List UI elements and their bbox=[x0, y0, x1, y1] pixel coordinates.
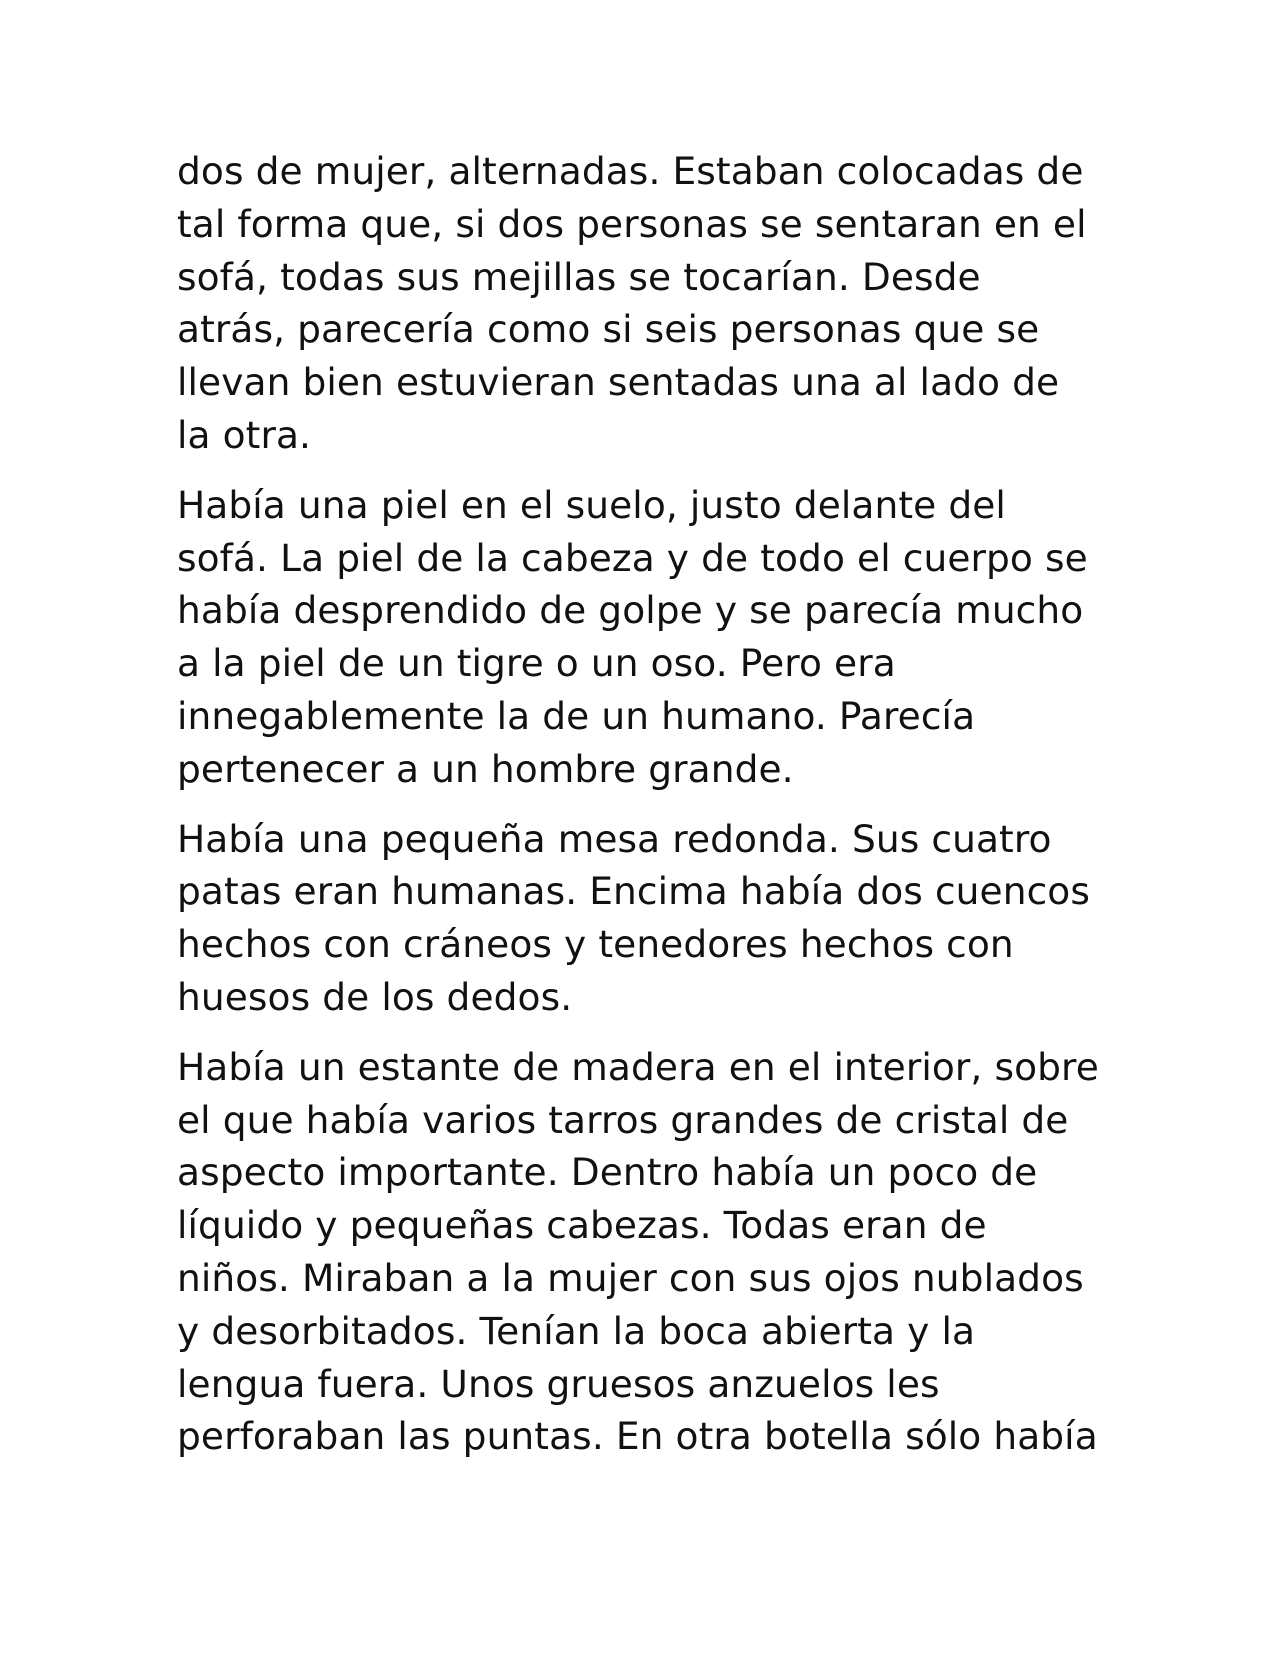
text-line: huesos de los dedos. bbox=[177, 974, 573, 1019]
text-line: llevan bien estuvieran sentadas una al lado de bbox=[177, 360, 1060, 405]
text-line: Había una piel en el suelo, justo delante del bbox=[177, 482, 1006, 527]
text-line: lengua fuera. Unos gruesos anzuelos les bbox=[177, 1361, 940, 1406]
text-line: aspecto importante. Dentro había un poco de bbox=[177, 1150, 1038, 1195]
text-line: a la piel de un tigre o un oso. Pero era bbox=[177, 641, 896, 686]
paragraph-3 bbox=[177, 813, 1237, 1024]
text-line: dos de mujer, alternadas. Estaban colocadas de bbox=[177, 149, 1084, 193]
text-line: niños. Miraban a la mujer con sus ojos nublados bbox=[177, 1255, 1084, 1300]
text-line: y desorbitados. Tenían la boca abierta y la bbox=[177, 1308, 976, 1353]
text-line: sofá, todas sus mejillas se tocarían. Desde bbox=[177, 254, 981, 299]
text-line: Había una pequeña mesa redonda. Sus cuatro bbox=[177, 816, 1052, 861]
text-line: la otra. bbox=[177, 412, 312, 457]
text-line: Había un estante de madera en el interior, sobre bbox=[177, 1044, 1099, 1089]
text-line: líquido y pequeñas cabezas. Todas eran de bbox=[177, 1203, 987, 1248]
text-line: hechos con cráneos y tenedores hechos con bbox=[177, 922, 1014, 967]
text-line: sofá. La piel de la cabeza y de todo el cuerpo se bbox=[177, 535, 1088, 580]
text-line: pertenecer a un hombre grande. bbox=[177, 746, 794, 791]
paragraph-2 bbox=[177, 479, 1237, 796]
text-line: innegablemente la de un humano. Parecía bbox=[177, 693, 976, 738]
text-line: perforaban las puntas. En otra botella sólo había bbox=[177, 1414, 1098, 1459]
body-text bbox=[177, 145, 1237, 1480]
paragraph-4 bbox=[177, 1041, 1237, 1463]
text-line: había desprendido de golpe y se parecía mucho bbox=[177, 588, 1084, 633]
text-line: tal forma que, si dos personas se sentaran en el bbox=[177, 201, 1087, 246]
text-line: el que había varios tarros grandes de cristal de bbox=[177, 1097, 1069, 1142]
paragraph-1 bbox=[177, 145, 1237, 462]
text-line: atrás, parecería como si seis personas que se bbox=[177, 307, 1040, 352]
text-line: patas eran humanas. Encima había dos cuencos bbox=[177, 869, 1090, 914]
